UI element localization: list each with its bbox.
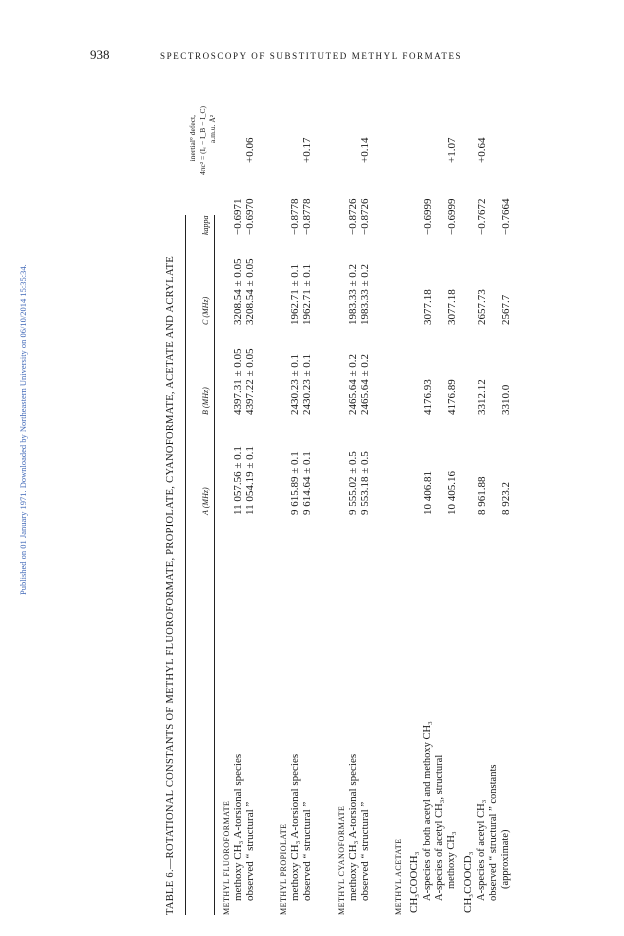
cell-b: 2465.64 ± 0.2: [347, 353, 359, 415]
cell-a: 9 615.89 ± 0.1: [289, 451, 301, 515]
row-label: A-species of both acetyl and methoxy CH₃: [422, 721, 433, 901]
subsection-formula: CH₃COOCH₃: [408, 851, 420, 913]
page-number: 938: [90, 47, 110, 62]
cell-c: 2567.7: [500, 294, 512, 325]
section-title-cyanoformate: METHYL CYANOFORMATE: [337, 805, 346, 915]
row-label: A-species of acetyl CH₃: [476, 799, 487, 901]
row-label-continued: methoxy CH₃: [446, 831, 457, 889]
cell-a: 11 054.19 ± 0.1: [244, 446, 256, 515]
cell-kappa: −0.8778: [301, 198, 313, 235]
cell-kappa: −0.6999: [446, 198, 458, 235]
cell-kappa: −0.7672: [476, 198, 488, 235]
cell-a: 11 057.56 ± 0.1: [232, 446, 244, 515]
cell-b: 4397.22 ± 0.05: [244, 348, 256, 415]
cell-b: 4176.89: [446, 379, 458, 415]
row-label: observed “ structural ”: [301, 801, 313, 901]
row-label: methoxy CH₃ A-torsional species: [289, 753, 301, 901]
cell-c: 3077.18: [446, 289, 458, 325]
col-header-defect: inertial° defect, 4πc² = (Iₑ − I_B − I_C) a.m.u. Å²: [188, 106, 218, 175]
cell-defect: +0.14: [359, 137, 371, 163]
cell-kappa: −0.8726: [359, 198, 371, 235]
cell-a: 9 555.02 ± 0.5: [347, 451, 359, 515]
cell-c: 1983.33 ± 0.2: [359, 263, 371, 325]
row-label: methoxy CH₃ A-torsional species: [232, 753, 244, 901]
cell-a: 10 406.81: [422, 471, 434, 515]
cell-defect: +0.17: [301, 137, 313, 163]
cell-kappa: −0.8726: [347, 198, 359, 235]
cell-c: 3208.54 ± 0.05: [232, 258, 244, 325]
table-caption: TABLE 6.—ROTATIONAL CONSTANTS OF METHYL FLUOROFORMATE, PROPIOLATE, CYANOFORMATE, ACETATE AND ACRYLATE: [165, 255, 176, 915]
cell-a: 9 614.64 ± 0.1: [301, 451, 313, 515]
download-watermark[interactable]: Published on 01 January 1971. Downloaded by Northeastern University on 06/10/2014 15:35:34.: [18, 264, 28, 595]
cell-a: 9 553.18 ± 0.5: [359, 451, 371, 515]
cell-defect: +0.64: [476, 137, 488, 163]
cell-b: 2465.64 ± 0.2: [359, 353, 371, 415]
row-label: A-species of acetyl CH₃, structural: [434, 754, 445, 901]
cell-b: 4176.93: [422, 379, 434, 415]
cell-c: 1962.71 ± 0.1: [289, 263, 301, 325]
section-title-propiolate: METHYL PROPIOLATE: [279, 823, 288, 915]
header-rule: [214, 215, 215, 915]
running-head: SPECTROSCOPY OF SUBSTITUTED METHYL FORMATES: [160, 51, 463, 61]
cell-c: 3208.54 ± 0.05: [244, 258, 256, 325]
col-header-kappa: kappa: [201, 215, 210, 235]
cell-defect: +0.06: [244, 137, 256, 163]
cell-kappa: −0.6970: [244, 198, 256, 235]
cell-kappa: −0.6999: [422, 198, 434, 235]
cell-b: 4397.31 ± 0.05: [232, 348, 244, 415]
cell-a: 10 405.16: [446, 471, 458, 515]
cell-kappa: −0.7664: [500, 198, 512, 235]
cell-b: 3312.12: [476, 379, 488, 415]
col-header-b: B (MHz): [201, 387, 210, 415]
cell-b: 3310.0: [500, 384, 512, 415]
row-label: observed “ structural ”: [244, 801, 256, 901]
row-label-continued: (approximate): [500, 829, 511, 889]
cell-b: 2430.23 ± 0.1: [301, 353, 313, 415]
cell-a: 8 961.88: [476, 476, 488, 515]
cell-c: 1983.33 ± 0.2: [347, 263, 359, 325]
row-label: observed “ structural ” constants: [488, 764, 499, 901]
cell-b: 2430.23 ± 0.1: [289, 353, 301, 415]
cell-c: 2657.73: [476, 289, 488, 325]
cell-kappa: −0.8778: [289, 198, 301, 235]
row-label: methoxy CH₃ A-torsional species: [347, 753, 359, 901]
rotated-table: [160, 106, 580, 915]
subsection-formula: CH₃COOCD₃: [462, 851, 474, 913]
cell-c: 3077.18: [422, 289, 434, 325]
row-label: observed “ structural ”: [359, 801, 371, 901]
col-header-a: A (MHz): [201, 487, 210, 515]
section-title-fluoroformate: METHYL FLUOROFORMATE: [222, 800, 231, 915]
cell-c: 1962.71 ± 0.1: [301, 263, 313, 325]
cell-a: 8 923.2: [500, 482, 512, 515]
col-header-c: C (MHz): [201, 296, 210, 325]
section-title-acetate: METHYL ACETATE: [394, 838, 403, 915]
cell-defect: +1.07: [446, 137, 458, 163]
top-rule: [185, 215, 186, 915]
cell-kappa: −0.6971: [232, 198, 244, 235]
